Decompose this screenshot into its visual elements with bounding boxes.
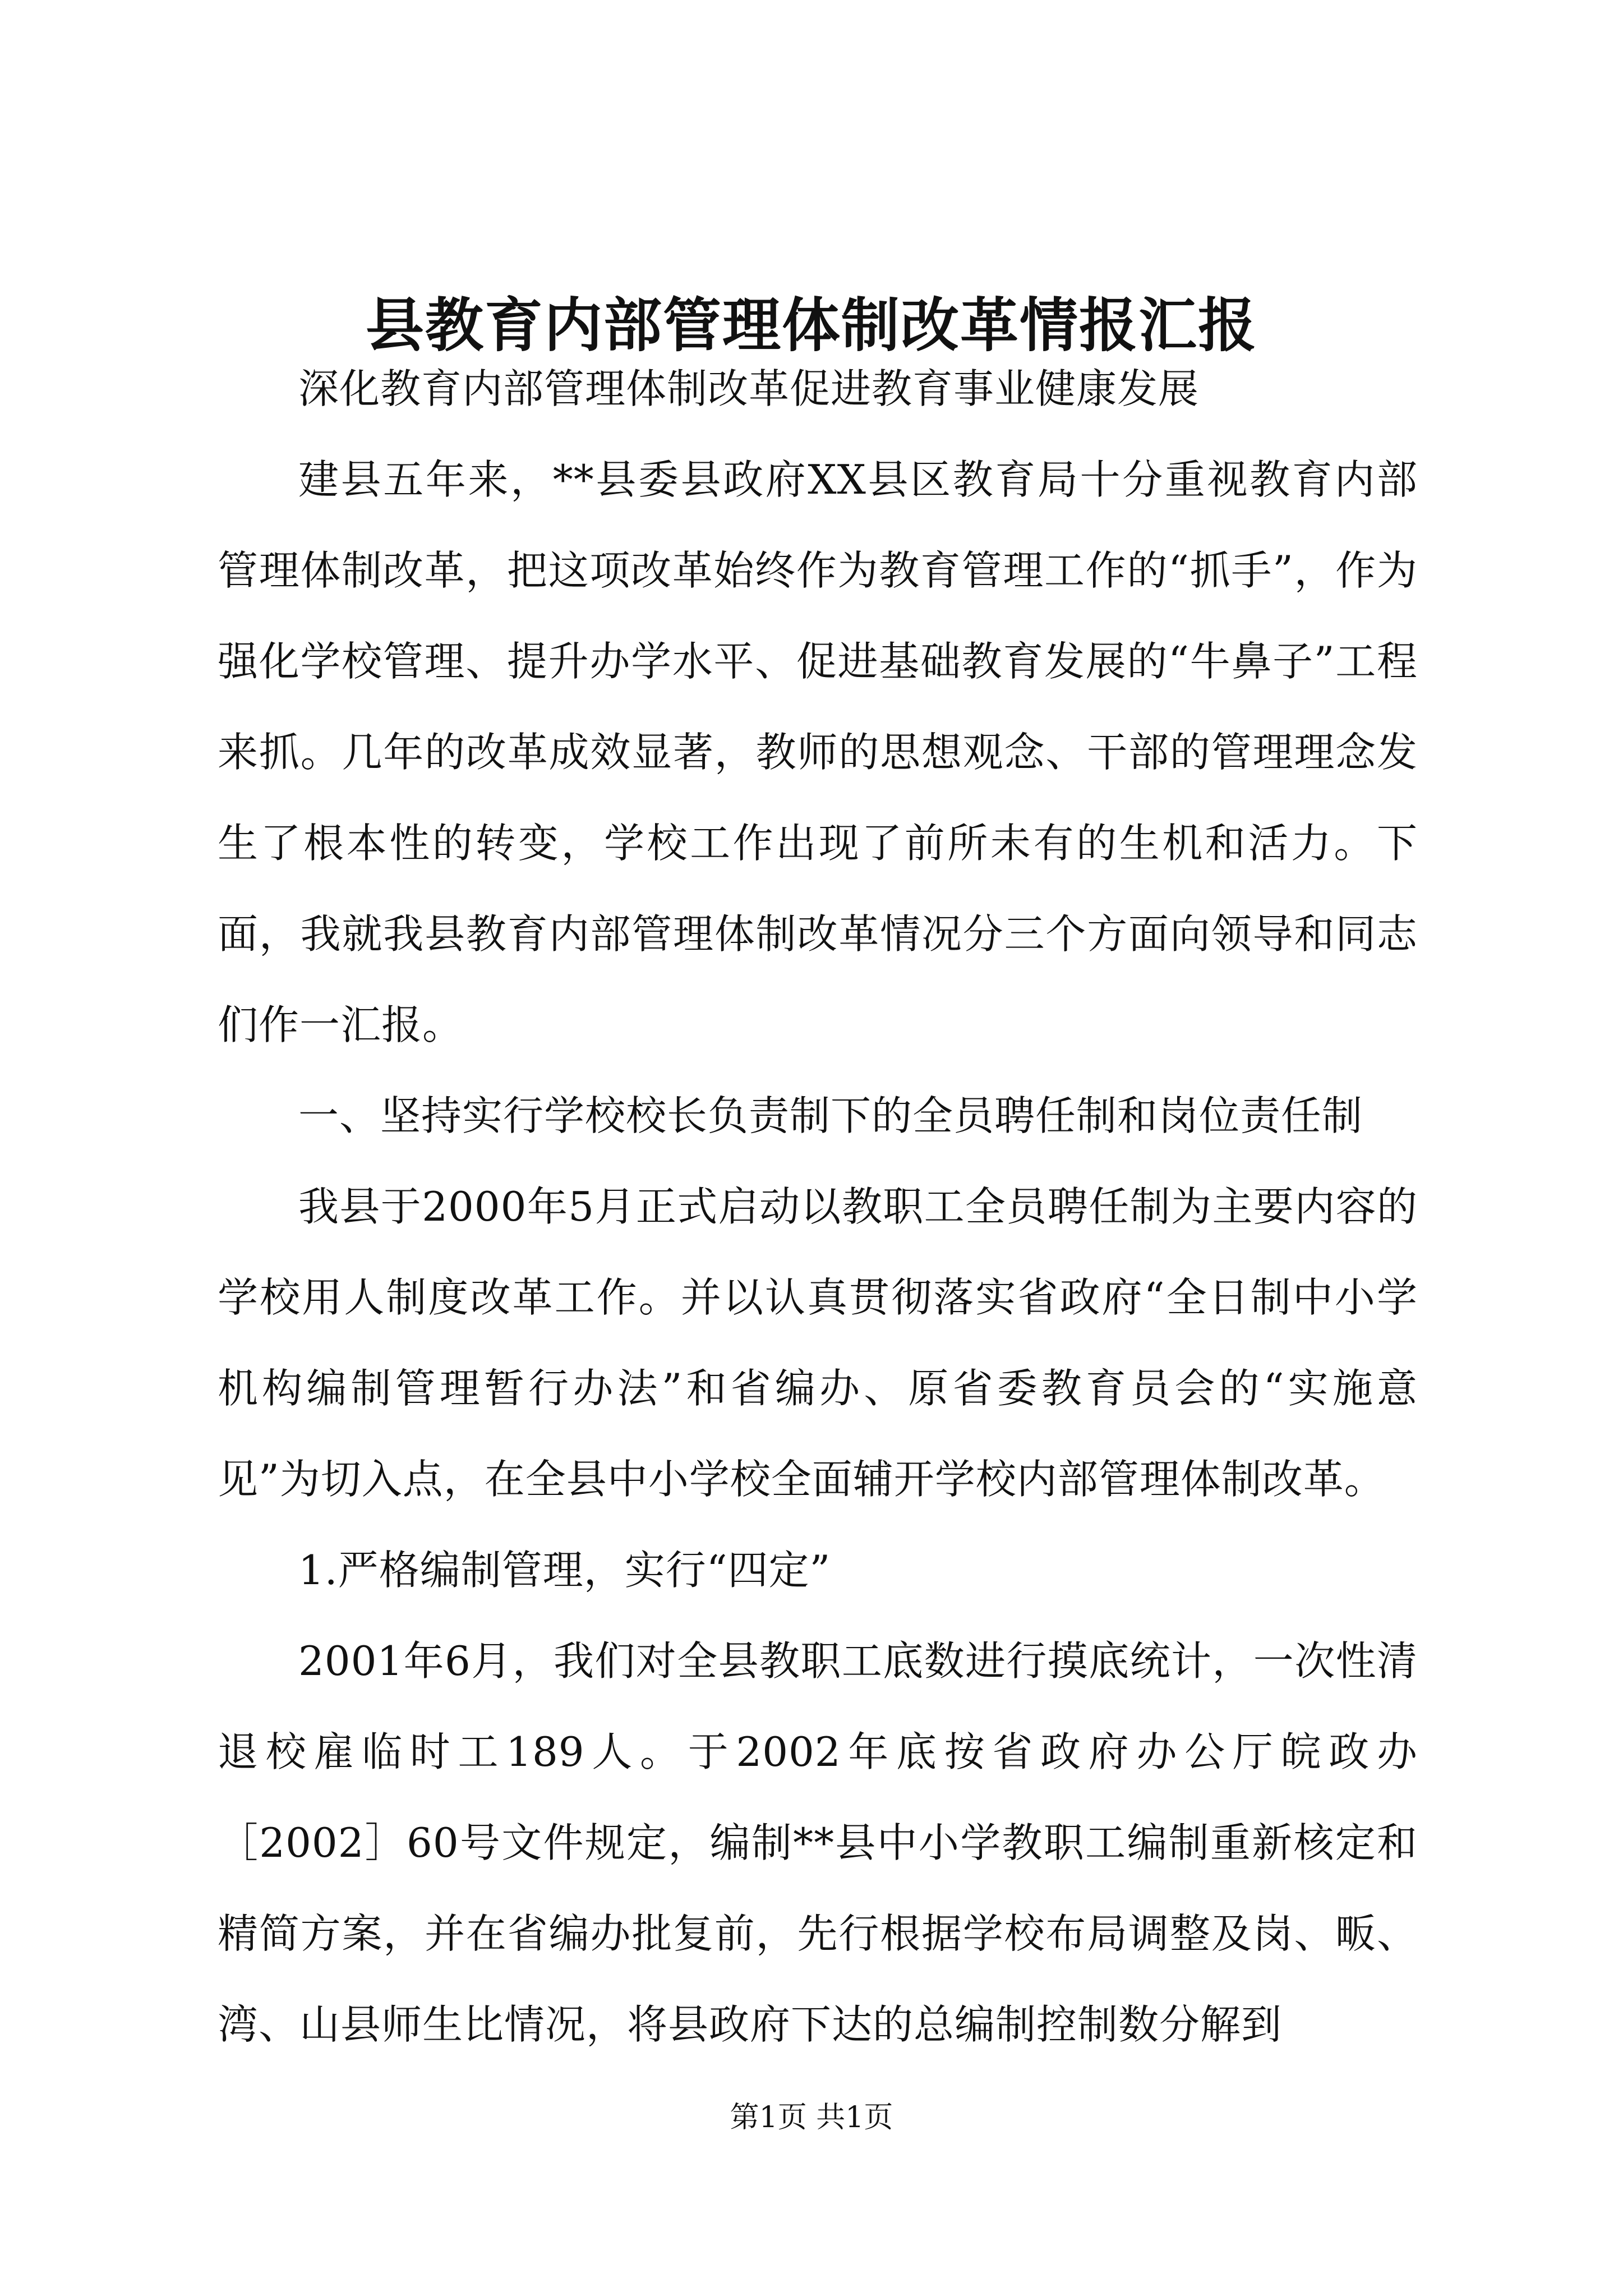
document-title: 县教育内部管理体制改革情报汇报 xyxy=(365,291,1257,360)
subtitle-paragraph: 深化教育内部管理体制改革促进教育事业健康发展 xyxy=(298,365,1200,412)
document-body xyxy=(218,343,1418,2070)
page-footer: 第1页 共1页 xyxy=(730,2101,893,2134)
body-paragraph: 2001年6月，我们对全县教职工底数进行摸底统计，一次性清退校雇临时工189人。于2002年底按省政府办公厅皖政办［2002］60号文件规定，编制**县中小学教职工编制重新核定和精简方案，并在省编办批复前，先行根据学校布局调整及岗、畈、湾、山县师生比情况，将县政府下达的总编制控制数分解到 xyxy=(218,1637,1418,2048)
section-heading-1: 一、坚持实行学校校长负责制下的全员聘任制和岗位责任制 xyxy=(298,1092,1363,1139)
intro-paragraph: 建县五年来，**县委县政府XX县区教育局十分重视教育内部管理体制改革，把这项改革始终作为教育管理工作的“抓手”，作为强化学校管理、提升办学水平、促进基础教育发展的“牛鼻子”工程来抓。几年的改革成效显著，教师的思想观念、干部的管理理念发生了根本性的转变，学校工作出现了前所未有的生机和活力。下面，我就我县教育内部管理体制改革情况分三个方面向领导和同志们作一汇报。 xyxy=(218,456,1418,1048)
body-paragraph: 我县于2000年5月正式启动以教职工全员聘任制为主要内容的学校用人制度改革工作。并以认真贯彻落实省政府“全日制中小学机构编制管理暂行办法”和省编办、原省委教育员会的“实施意见”为切入点，在全县中小学校全面辅开学校内部管理体制改革。 xyxy=(218,1183,1418,1503)
subsection-heading-1: 1.严格编制管理，实行“四定” xyxy=(298,1547,831,1594)
